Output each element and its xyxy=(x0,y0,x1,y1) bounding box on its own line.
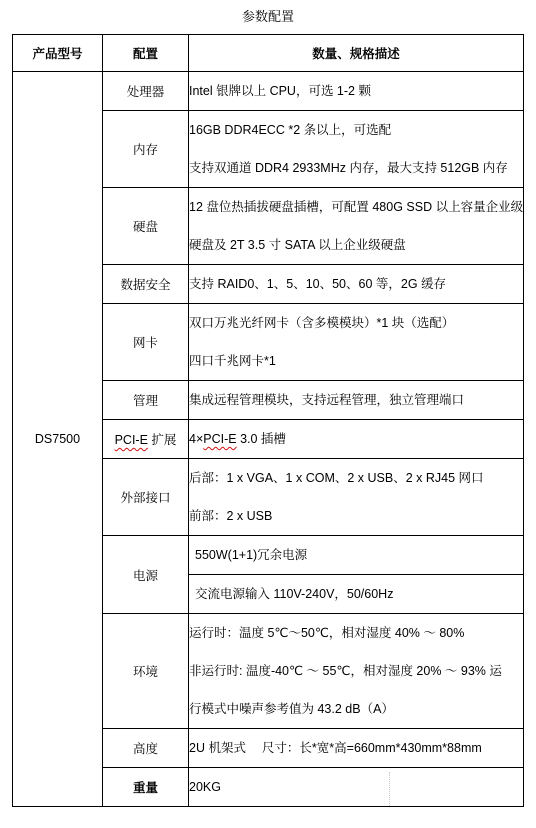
desc-line: 集成远程管理模块，支持远程管理，独立管理端口 xyxy=(189,393,465,407)
caption: 参数配置 xyxy=(241,9,294,24)
desc-line: 后部：1 x VGA、1 x COM、2 x USB、2 x RJ45 网口 xyxy=(189,471,484,485)
desc-line: 交流电源输入 110V-240V，50/60Hz xyxy=(195,587,394,601)
row-label-management: 管理 xyxy=(103,381,189,420)
row-label-weight: 重量 xyxy=(103,768,189,807)
desc-prefix: 4× xyxy=(189,432,204,446)
row-desc-external-ports xyxy=(189,459,524,536)
desc-line: 20KG xyxy=(189,780,221,794)
row-desc-memory xyxy=(189,111,524,188)
desc-line: 硬盘及 2T 3.5 寸 SATA 以上企业级硬盘 xyxy=(189,238,406,252)
row-label-nic: 网卡 xyxy=(103,304,189,381)
row-label-power: 电源 xyxy=(103,536,189,614)
spellcheck-text: PCI-E xyxy=(203,432,237,446)
model-cell: DS7500 xyxy=(13,72,103,807)
row-desc-power xyxy=(189,536,524,614)
desc-line: 16GB DDR4ECC *2 条以上，可选配 xyxy=(189,123,392,137)
row-desc-management xyxy=(189,381,524,420)
row-label-environment: 环境 xyxy=(103,614,189,729)
row-desc-weight xyxy=(189,768,524,807)
desc-line: 行模式中噪声参考值为 43.2 dB（A） xyxy=(189,702,394,716)
desc-line: 前部：2 x USB xyxy=(189,509,273,523)
row-label-cpu: 处理器 xyxy=(103,72,189,111)
row-label-memory: 内存 xyxy=(103,111,189,188)
desc-line: 支持 RAID0、1、5、10、50、60 等，2G 缓存 xyxy=(189,277,447,291)
faint-divider xyxy=(389,772,390,806)
row-label-height: 高度 xyxy=(103,729,189,768)
table-row-cpu xyxy=(13,72,524,111)
header-desc: 数量、规格描述 xyxy=(189,35,524,72)
desc-line: 非运行时: 温度-40℃ ～ 55℃，相对湿度 20% ～ 93% 运 xyxy=(189,664,502,678)
desc-line xyxy=(189,420,523,458)
header-row xyxy=(13,35,524,72)
desc-line: Intel 银牌以上 CPU，可选 1-2 颗 xyxy=(189,84,371,98)
row-desc-environment xyxy=(189,614,524,729)
row-desc-data-security xyxy=(189,265,524,304)
row-desc-nic xyxy=(189,304,524,381)
row-desc-cpu xyxy=(189,72,524,111)
row-desc-pcie xyxy=(189,420,524,459)
spellcheck-text: PCI-E xyxy=(114,433,148,447)
row-label-disk: 硬盘 xyxy=(103,188,189,265)
desc-line: 支持双通道 DDR4 2933MHz 内存，最大支持 512GB 内存 xyxy=(189,161,508,175)
label-suffix: 扩展 xyxy=(147,433,177,447)
desc-suffix: 3.0 插槽 xyxy=(236,432,286,446)
row-desc-disk xyxy=(189,188,524,265)
header-model: 产品型号 xyxy=(13,35,103,72)
row-label-data-security: 数据安全 xyxy=(103,265,189,304)
row-label-pcie xyxy=(103,420,189,459)
desc-line: 550W(1+1)冗余电源 xyxy=(189,536,523,575)
spec-table xyxy=(12,34,524,807)
desc-line: 四口千兆网卡*1 xyxy=(189,354,276,368)
header-config: 配置 xyxy=(103,35,189,72)
desc-line: 12 盘位热插拔硬盘插槽，可配置 480G SSD 以上容量企业级 xyxy=(189,200,524,214)
desc-line: 运行时：温度 5℃～50℃，相对湿度 40% ～ 80% xyxy=(189,626,465,640)
desc-line: 2U 机架式 尺寸：长*宽*高=660mm*430mm*88mm xyxy=(189,741,482,755)
row-desc-height xyxy=(189,729,524,768)
row-label-external-ports: 外部接口 xyxy=(103,459,189,536)
desc-line: 双口万兆光纤网卡（含多模模块）*1 块（选配） xyxy=(189,316,455,330)
